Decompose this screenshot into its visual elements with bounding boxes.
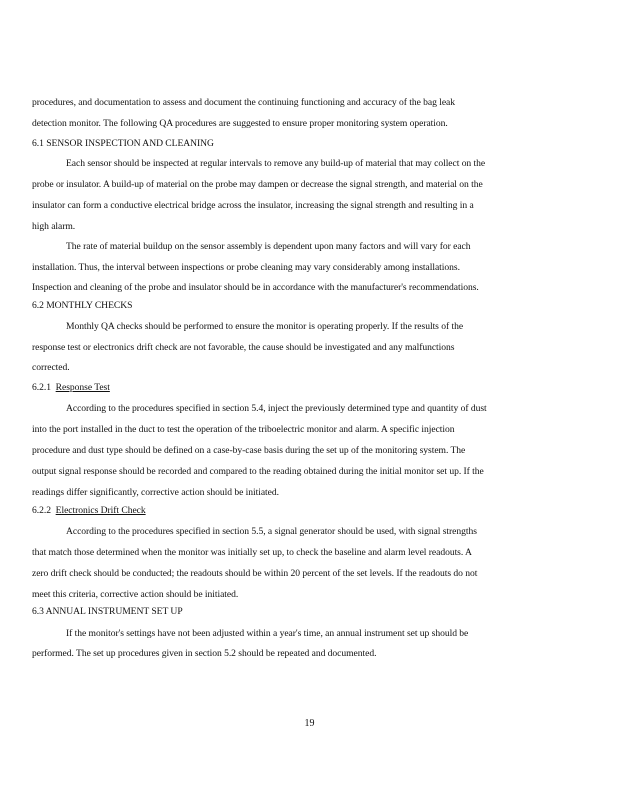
intro-line: detection monitor. The following QA procedures are suggested to ensure proper monitoring system operation. [32,118,448,129]
paragraph-line: If the monitor's settings have not been adjusted within a year's time, an annual instrument set up should be [66,628,469,639]
paragraph-line: Each sensor should be inspected at regular intervals to remove any build-up of material that may collect on the [66,158,486,169]
section-6-2-2-heading [32,505,592,517]
paragraph-line: readings differ significantly, corrective action should be initiated. [32,487,279,498]
paragraph-line: into the port installed in the duct to test the operation of the triboelectric monitor and alarm. A specific injection [32,424,455,435]
section-6-1-heading: 6.1 SENSOR INSPECTION AND CLEANING [32,138,214,149]
paragraph-line: installation. Thus, the interval between inspections or probe cleaning may vary considerably among installations. [32,262,460,273]
paragraph-line: Monthly QA checks should be performed to ensure the monitor is operating properly. If the results of the [66,321,464,332]
paragraph-line: high alarm. [32,221,76,232]
paragraph-line: output signal response should be recorded and compared to the reading obtained during the initial monitor set up. If the [32,466,484,477]
section-6-2-1-heading [32,382,592,394]
section-6-2-heading: 6.2 MONTHLY CHECKS [32,300,133,311]
paragraph-line: According to the procedures specified in section 5.4, inject the previously determined type and quantity of dust [66,403,487,414]
paragraph-line: According to the procedures specified in section 5.5, a signal generator should be used, with signal strengths [66,526,477,537]
paragraph-line: zero drift check should be conducted; the readouts should be within 20 percent of the set levels. If the readouts do not [32,568,478,579]
paragraph-line: Inspection and cleaning of the probe and insulator should be in accordance with the manufacturer's recommendations. [32,282,479,293]
section-number: 6.2.1 [32,382,51,393]
paragraph-line: that match those determined when the monitor was initially set up, to check the baseline and alarm level readouts. A [32,547,472,558]
intro-line: procedures, and documentation to assess and document the continuing functioning and accuracy of the bag leak [32,97,455,108]
paragraph-line: meet this criteria, corrective action should be initiated. [32,589,239,600]
paragraph-line: probe or insulator. A build-up of material on the probe may dampen or decrease the signal strength, and material on the [32,179,483,190]
page-number: 19 [304,718,315,729]
paragraph-line: performed. The set up procedures given in section 5.2 should be repeated and documented. [32,648,377,659]
paragraph-line: procedure and dust type should be defined on a case-by-case basis during the set up of the monitoring system. The [32,445,466,456]
paragraph-line: response test or electronics drift check are not favorable, the cause should be investigated and any malfunctions [32,342,455,353]
section-title: Electronics Drift Check [55,505,146,516]
paragraph-line: corrected. [32,362,70,373]
section-number: 6.2.2 [32,505,51,516]
paragraph-line: insulator can form a conductive electrical bridge across the insulator, increasing the signal strength and resulting in a [32,200,474,211]
paragraph-line: The rate of material buildup on the sensor assembly is dependent upon many factors and will vary for each [66,241,471,252]
section-title: Response Test [55,382,110,393]
section-6-3-heading: 6.3 ANNUAL INSTRUMENT SET UP [32,606,183,617]
